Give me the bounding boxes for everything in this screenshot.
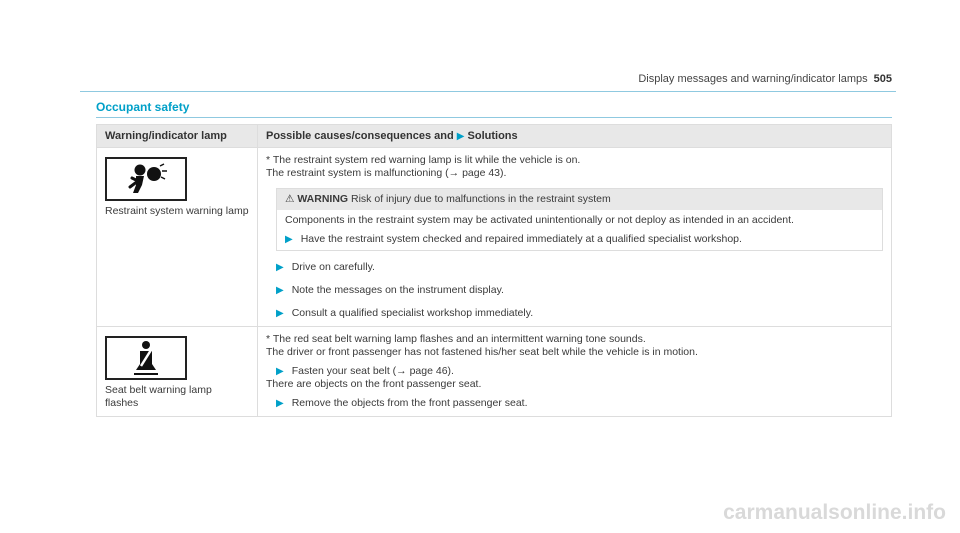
lamp-label: flashes <box>105 397 139 409</box>
step-arrow-icon: ▶ <box>285 234 293 245</box>
lamp-label: Restraint system warning lamp <box>105 205 249 217</box>
cause-text: * The red seat belt warning lamp flashes and an intermittent warning tone sounds. <box>266 333 646 345</box>
col-header-lamp: Warning/indicator lamp <box>97 125 258 148</box>
warning-title: WARNING <box>297 193 349 205</box>
page-number: 505 <box>873 73 892 85</box>
airbag-icon <box>105 157 187 201</box>
step-text: Remove the objects from the front passenger seat. <box>291 397 528 409</box>
step-arrow-icon: ▶ <box>276 285 284 296</box>
step-text: Note the messages on the instrument display. <box>291 284 504 296</box>
step <box>276 307 883 320</box>
header-rule <box>80 91 896 92</box>
warning-box <box>276 188 883 251</box>
col-header-solutions: Solutions <box>467 130 518 142</box>
col-header-causes <box>258 125 892 148</box>
step <box>276 284 883 297</box>
warning-step-text: Have the restraint system checked and repaired immediately at a qualified specialist workshop. <box>300 233 742 245</box>
lamp-table <box>96 124 892 417</box>
cause-cell <box>258 148 892 327</box>
table-row <box>97 327 892 417</box>
step-text: Fasten your seat belt (→ page 46). <box>291 365 454 377</box>
step-arrow-icon: ▶ <box>276 366 284 377</box>
warning-step <box>285 233 874 246</box>
cause-text: * The restraint system red warning lamp is lit while the vehicle is on. <box>266 154 581 166</box>
warning-body-text: Components in the restraint system may be activated unintentionally or not deploy as intended in an accident. <box>285 214 794 226</box>
step-text: Consult a qualified specialist workshop immediately. <box>291 307 534 319</box>
step-text: Drive on carefully. <box>291 261 375 273</box>
warning-subject: Risk of injury due to malfunctions in the restraint system <box>351 193 611 205</box>
step-arrow-icon: ▶ <box>276 262 284 273</box>
step-arrow-icon: ▶ <box>276 308 284 319</box>
warning-body <box>277 210 882 250</box>
cause-cell <box>258 327 892 417</box>
step-arrow-icon: ▶ <box>276 398 284 409</box>
col-header-causes-text: Possible causes/consequences and <box>266 130 454 142</box>
header-title: Display messages and warning/indicator lamps <box>638 73 868 85</box>
watermark: carmanualsonline.info <box>723 501 946 524</box>
lamp-label: Seat belt warning lamp <box>105 384 212 396</box>
warning-triangle-icon: ⚠ <box>285 193 295 205</box>
step <box>276 261 883 274</box>
table-header-row <box>97 125 892 148</box>
step <box>276 397 883 410</box>
seat-belt-icon <box>105 336 187 380</box>
lamp-cell <box>97 148 258 327</box>
step <box>276 365 883 378</box>
lamp-cell <box>97 327 258 417</box>
table-row <box>97 148 892 327</box>
section-title: Occupant safety <box>96 100 190 114</box>
cause-text: There are objects on the front passenger seat. <box>266 378 482 390</box>
cause-text: The driver or front passenger has not fastened his/her seat belt while the vehicle is in motion. <box>266 346 698 358</box>
cause-text: The restraint system is malfunctioning (→ page 43). <box>266 167 507 179</box>
page-header <box>638 73 892 85</box>
solution-arrow-icon: ▶ <box>456 131 465 142</box>
section-rule <box>96 117 892 118</box>
warning-header <box>277 189 882 210</box>
